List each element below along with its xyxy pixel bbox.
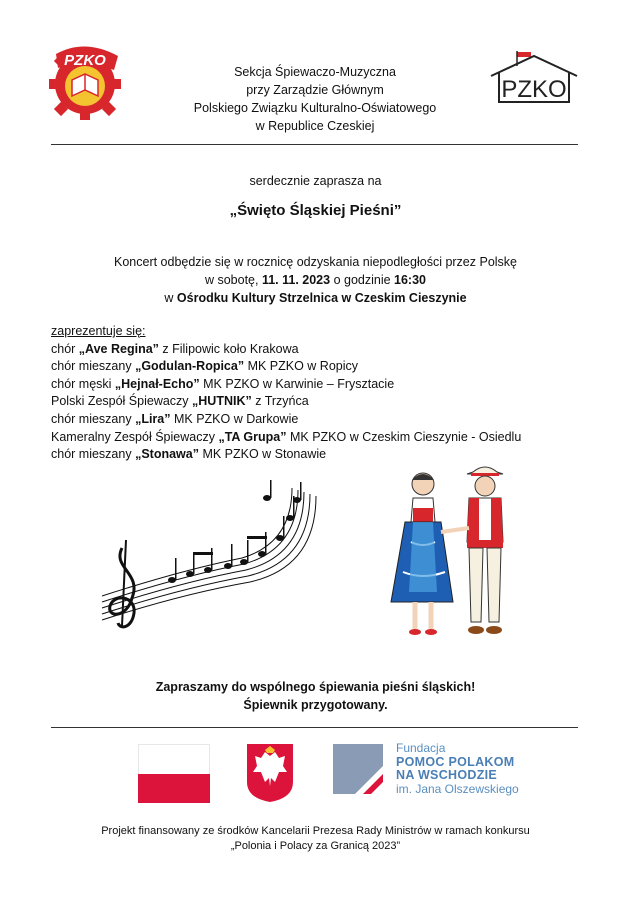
header-line: Polskiego Związku Kulturalno-Oświatowego <box>193 101 437 115</box>
foundation-logo <box>333 744 383 794</box>
foundation-name <box>396 742 519 796</box>
performers-heading: zaprezentuje się: <box>51 324 146 338</box>
foundation-line: NA WSCHODZIE <box>396 768 498 782</box>
header-line: w Republice Czeskiej <box>255 119 375 133</box>
foundation-line: Fundacja <box>396 741 446 755</box>
pzko-emblem-logo <box>44 40 126 122</box>
concert-date: 11. 11. 2023 <box>261 273 331 287</box>
closing-line: Zapraszamy do wspólnego śpiewania pieśni śląskich! <box>155 680 476 694</box>
svg-text:PZKO: PZKO <box>64 52 106 69</box>
header-line: przy Zarządzie Głównym <box>246 83 384 97</box>
flag-red-stripe <box>138 774 210 803</box>
list-item: chór mieszany „Godulan-Ropica” MK PZKO w Ropicy <box>51 359 359 374</box>
list-item: Polski Zespół Śpiewaczy „HUTNIK” z Trzyńca <box>51 394 309 409</box>
footer-divider <box>51 727 578 728</box>
concert-time: 16:30 <box>394 273 427 287</box>
folk-dancers-illustration <box>385 462 525 642</box>
list-item: Kameralny Zespół Śpiewaczy „TA Grupa” MK PZKO w Czeskim Cieszynie - Osiedlu <box>51 429 522 444</box>
event-title: „Święto Śląskiej Pieśni” <box>229 202 402 219</box>
coat-of-arms-emblem <box>245 742 295 804</box>
concert-date-line: w sobotę, 11. 11. 2023 o godzinie 16:30 <box>204 273 427 287</box>
performers-list <box>51 323 521 464</box>
list-item: chór mieszany „Lira” MK PZKO w Darkowie <box>51 411 299 426</box>
svg-text:PZKO: PZKO <box>501 76 567 103</box>
polish-flag <box>138 744 210 802</box>
organizer-header <box>140 63 490 135</box>
foundation-line: POMOC POLAKOM <box>396 754 515 769</box>
header-line: Sekcja Śpiewaczo-Muzyczna <box>234 65 396 79</box>
footer-text <box>0 824 631 854</box>
concert-place-line: w Ośrodku Kultury Strzelnica w Czeskim Cieszynie <box>164 291 467 305</box>
flag-white-stripe <box>138 744 210 774</box>
list-item: chór mieszany „Stonawa” MK PZKO w Stonawie <box>51 447 327 462</box>
music-notes-illustration <box>92 478 322 638</box>
closing-text <box>0 678 631 714</box>
footer-line: Projekt finansowany ze środków Kancelarii Prezesa Rady Ministrów w ramach konkursu <box>101 825 530 837</box>
foundation-line: im. Jana Olszewskiego <box>396 781 519 796</box>
concert-info <box>0 253 631 307</box>
list-item: chór męski „Hejnał-Echo” MK PZKO w Karwinie – Frysztacie <box>51 376 395 391</box>
list-item: chór „Ave Regina” z Filipowic koło Krakowa <box>51 341 299 356</box>
invite-text: serdecznie zaprasza na <box>249 174 382 188</box>
concert-line: Koncert odbędzie się w rocznicę odzyskania niepodległości przez Polskę <box>114 255 517 269</box>
closing-line: Śpiewnik przygotowany. <box>243 698 388 712</box>
footer-line: „Polonia i Polacy za Granicą 2023” <box>230 840 401 852</box>
concert-place: Ośrodku Kultury Strzelnica w Czeskim Cieszynie <box>176 291 467 305</box>
pzko-house-logo <box>487 46 581 106</box>
header-divider <box>51 144 578 145</box>
